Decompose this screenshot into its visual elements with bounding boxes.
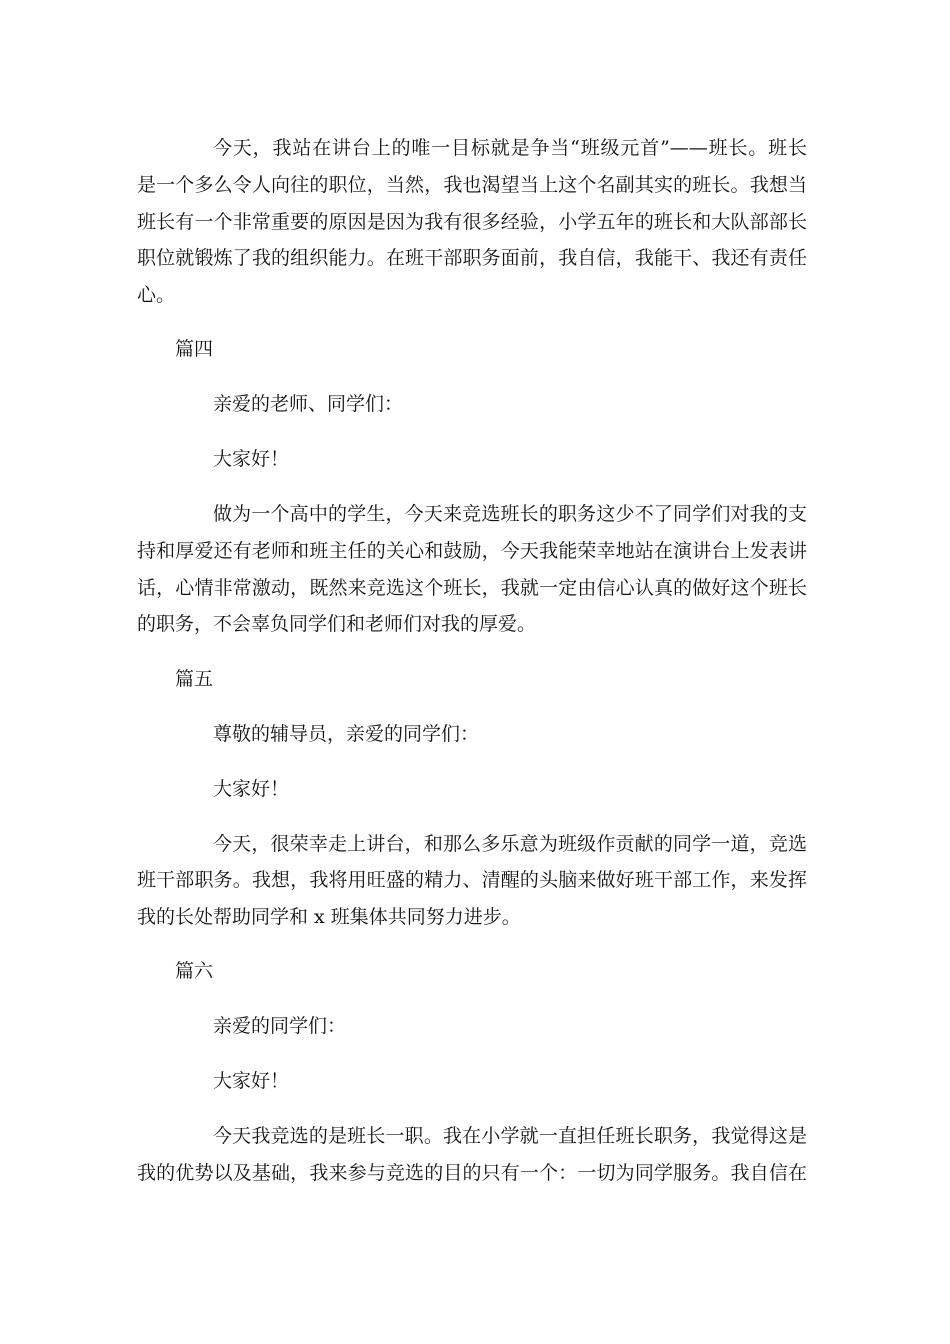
- paragraph-line: 话，心情非常激动，既然来竞选这个班长，我就一定由信心认真的做好这个班长: [137, 577, 807, 599]
- hello-line: 大家好！: [213, 1070, 290, 1092]
- paragraph-line: 心。: [137, 284, 176, 306]
- paragraph-line: 持和厚爱还有老师和班主任的关心和鼓励，今天我能荣幸地站在演讲台上发表讲: [137, 540, 807, 562]
- paragraph-line: 做为一个高中的学生，今天来竞选班长的职务这少不了同学们对我的支: [213, 503, 807, 525]
- paragraph-line: 今天，很荣幸走上讲台，和那么多乐意为班级作贡献的同学一道，竞选: [213, 833, 807, 855]
- paragraph-line: 班干部职务。我想，我将用旺盛的精力、清醒的头脑来做好班干部工作，来发挥: [137, 869, 807, 891]
- paragraph-line: 我的长处帮助同学和 x 班集体共同努力进步。: [137, 906, 521, 928]
- greeting: 亲爱的老师、同学们：: [213, 393, 404, 415]
- paragraph-line: 班长有一个非常重要的原因是因为我有很多经验，小学五年的班长和大队部部长: [137, 211, 807, 233]
- section-title: 篇四: [175, 338, 214, 360]
- hello-line: 大家好！: [213, 448, 290, 470]
- paragraph-line: 今天我竞选的是班长一职。我在小学就一直担任班长职务，我觉得这是: [213, 1125, 807, 1147]
- paragraph-line: 的职务，不会辜负同学们和老师们对我的厚爱。: [137, 613, 537, 635]
- paragraph-line: 职位就锻炼了我的组织能力。在班干部职务面前，我自信，我能干、我还有责任: [137, 247, 807, 269]
- hello-line: 大家好！: [213, 778, 290, 800]
- paragraph-line: 是一个多么令人向往的职位，当然，我也渴望当上这个名副其实的班长。我想当: [137, 174, 807, 196]
- section-title: 篇六: [175, 960, 214, 982]
- greeting: 尊敬的辅导员，亲爱的同学们：: [213, 723, 480, 745]
- greeting: 亲爱的同学们：: [213, 1015, 347, 1037]
- paragraph-line: 我的优势以及基础，我来参与竞选的目的只有一个：一切为同学服务。我自信在: [137, 1162, 807, 1184]
- paragraph-line: 今天，我站在讲台上的唯一目标就是争当“班级元首”——班长。班长: [213, 137, 807, 159]
- section-title: 篇五: [175, 668, 214, 690]
